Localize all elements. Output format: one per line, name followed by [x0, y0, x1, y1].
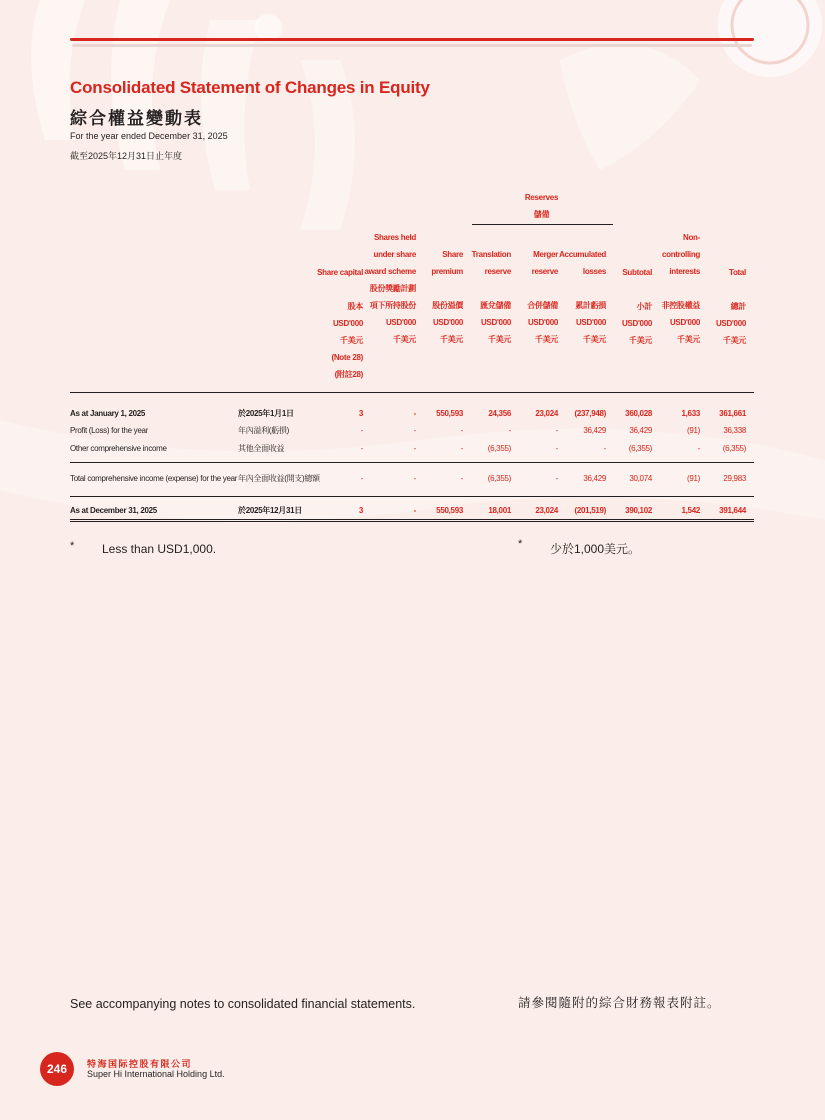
column-header-line: interests [669, 267, 700, 276]
column-header [559, 246, 606, 348]
footnote-text-chinese: 少於1,000美元。 [550, 542, 641, 556]
column-header-line [431, 280, 463, 297]
subtotal-rule [70, 462, 754, 463]
table-cell: - [460, 426, 463, 435]
column-header-line: 千美元 [676, 335, 700, 344]
column-header-line: Accumulated [559, 250, 606, 259]
table-cell: 29,983 [723, 474, 746, 483]
period-subtitle-chinese: 截至2025年12月31日止年度 [70, 151, 183, 161]
table-cell: - [555, 426, 558, 435]
column-header-line: 匯兌儲備 [480, 301, 511, 310]
row-label: As at December 31, 2025 [70, 506, 157, 515]
table-cell: 18,001 [488, 506, 511, 515]
footnote-star: * [70, 540, 75, 552]
table-cell: - [460, 474, 463, 483]
table-cell: 36,429 [583, 426, 606, 435]
column-header-line: 項下所持股份 [369, 301, 416, 310]
header-rule [70, 392, 754, 393]
reserves-label-zh: 儲備 [533, 210, 550, 219]
table-row [70, 423, 754, 438]
column-header-line: 千美元 [339, 336, 363, 345]
table-cell: (91) [686, 474, 700, 483]
column-header-line: award scheme [364, 267, 416, 276]
table-row [70, 441, 754, 456]
page-number-badge: 246 [40, 1052, 74, 1086]
column-header-line [716, 281, 746, 298]
table-cell: 36,338 [723, 426, 746, 435]
column-header-line [662, 280, 701, 297]
table-cell: 391,644 [719, 506, 746, 515]
column-header-line: 千美元 [487, 335, 511, 344]
column-header-line: 股份溢價 [432, 301, 463, 310]
column-header-line: USD'000 [332, 319, 363, 328]
row-label: As at January 1, 2025 [70, 409, 146, 418]
column-header-line: Translation [471, 250, 511, 259]
column-header-line: under share [373, 250, 416, 259]
column-header [662, 229, 701, 348]
column-header [716, 264, 746, 349]
table-cell: - [413, 409, 416, 418]
column-header-line: reserve [531, 267, 558, 276]
table-cell: 550,593 [436, 506, 463, 515]
row-label: Total comprehensive income (expense) for the year [70, 474, 238, 483]
table-cell: 36,429 [583, 474, 606, 483]
table-cell: - [413, 474, 416, 483]
column-header [431, 246, 463, 348]
column-header-line: 千美元 [439, 335, 463, 344]
column-header-line: Share [442, 250, 463, 259]
column-header-line: 非控股權益 [661, 301, 700, 310]
accompanying-notes-text-chinese: 請參閱隨附的綜合財務報表附註。 [518, 996, 721, 1010]
accompanying-notes-text: See accompanying notes to consolidated financial statements. [70, 997, 416, 1011]
table-cell: - [460, 444, 463, 453]
table-cell: - [555, 474, 558, 483]
table-row [70, 406, 754, 421]
row-label-chinese: 年內溢利(虧損) [238, 426, 289, 435]
column-header-line: Shares held [373, 233, 416, 242]
column-header-line: Total [728, 268, 746, 277]
column-header [317, 264, 363, 383]
row-label: Other comprehensive income [70, 444, 167, 453]
table-cell: 360,028 [625, 409, 652, 418]
table-cell: (6,355) [722, 444, 746, 453]
footnote-star-chinese: * [518, 538, 523, 550]
table-cell: 23,024 [535, 506, 558, 515]
table-cell: 550,593 [436, 409, 463, 418]
reserves-label-en: Reserves [524, 193, 559, 202]
table-row [70, 471, 754, 486]
table-cell: 361,661 [719, 409, 746, 418]
table-cell: (91) [686, 426, 700, 435]
row-label-chinese: 於2025年12月31日 [238, 506, 302, 515]
column-header-line: 千美元 [582, 335, 606, 344]
column-header-line [472, 280, 511, 297]
column-header-line [527, 280, 558, 297]
column-header-line: 小計 [636, 302, 652, 311]
footnote-text: Less than USD1,000. [102, 542, 217, 556]
table-cell: 24,356 [488, 409, 511, 418]
table-cell: (201,519) [574, 506, 606, 515]
column-header-line: USD'000 [715, 319, 746, 328]
company-name-chinese: 特海国际控股有限公司 [87, 1059, 193, 1069]
column-header-line: (Note 28) [331, 353, 363, 362]
column-header-line: USD'000 [575, 318, 606, 327]
column-header-line: Non- [682, 233, 700, 242]
table-cell: 390,102 [625, 506, 652, 515]
column-header-line: 合併儲備 [527, 301, 558, 310]
column-header-line: 千美元 [722, 336, 746, 345]
page-title-chinese: 綜合權益變動表 [70, 109, 203, 128]
column-header-line: losses [582, 267, 606, 276]
table-row [70, 503, 754, 518]
page-title: Consolidated Statement of Changes in Equity [70, 78, 430, 97]
total-rule-top [70, 496, 754, 497]
column-header-line: 千美元 [628, 336, 652, 345]
column-header-line: reserve [484, 267, 511, 276]
column-header-line [559, 280, 606, 297]
top-rule [70, 38, 754, 41]
column-header-line: 總計 [730, 302, 746, 311]
column-header-line: 股本 [347, 302, 363, 311]
row-label: Profit (Loss) for the year [70, 426, 149, 435]
table-cell: (6,355) [628, 444, 652, 453]
column-header-line: controlling [661, 250, 700, 259]
column-header [364, 229, 416, 348]
column-header-line: premium [431, 267, 463, 276]
column-header-line: Subtotal [622, 268, 652, 277]
table-cell: - [508, 426, 511, 435]
table-cell: (6,355) [487, 444, 511, 453]
row-label-chinese: 於2025年1月1日 [238, 409, 294, 418]
column-header [622, 264, 652, 349]
column-header-line: USD'000 [527, 318, 558, 327]
table-cell: 36,429 [629, 426, 652, 435]
table-cell: - [360, 444, 363, 453]
table-cell: 1,542 [681, 506, 700, 515]
top-rule-shadow [72, 44, 752, 47]
table-cell: (6,355) [487, 474, 511, 483]
table-cell: 1,633 [681, 409, 700, 418]
table-cell: - [413, 506, 416, 515]
total-rule-double [70, 521, 754, 522]
column-header-line: 千美元 [534, 335, 558, 344]
row-label-chinese: 年內全面收益(開支)總額 [238, 474, 320, 483]
table-cell: - [413, 444, 416, 453]
table-cell: 23,024 [535, 409, 558, 418]
column-header-line: USD'000 [385, 318, 416, 327]
column-header-line: 累計虧損 [575, 301, 606, 310]
table-cell: 3 [358, 409, 363, 418]
column-header [527, 246, 558, 348]
column-header-line: 股份獎勵計劃 [369, 284, 416, 293]
column-header-line [317, 281, 363, 298]
table-cell: - [603, 444, 606, 453]
column-header-line: USD'000 [432, 318, 463, 327]
table-cell: 3 [358, 506, 363, 515]
column-header-line: USD'000 [480, 318, 511, 327]
column-header-line: Merger [533, 250, 558, 259]
column-header-line: USD'000 [669, 318, 700, 327]
table-cell: - [697, 444, 700, 453]
period-subtitle: For the year ended December 31, 2025 [70, 131, 228, 141]
column-header-line: Share capital [317, 268, 363, 277]
column-header-line: USD'000 [621, 319, 652, 328]
table-cell: - [555, 444, 558, 453]
company-name: Super Hi International Holding Ltd. [87, 1069, 225, 1079]
total-rule-bottom [70, 519, 754, 520]
table-cell: - [360, 426, 363, 435]
reserves-rule [472, 224, 613, 225]
column-header-line: 千美元 [392, 335, 416, 344]
column-header-line: (附註28) [334, 370, 363, 379]
row-label-chinese: 其他全面收益 [238, 444, 285, 453]
table-cell: - [413, 426, 416, 435]
table-cell: 30,074 [629, 474, 652, 483]
column-header [472, 246, 511, 348]
table-cell: (237,948) [574, 409, 606, 418]
table-cell: - [360, 474, 363, 483]
reserves-group-header [470, 189, 613, 223]
column-header-line [622, 281, 652, 298]
